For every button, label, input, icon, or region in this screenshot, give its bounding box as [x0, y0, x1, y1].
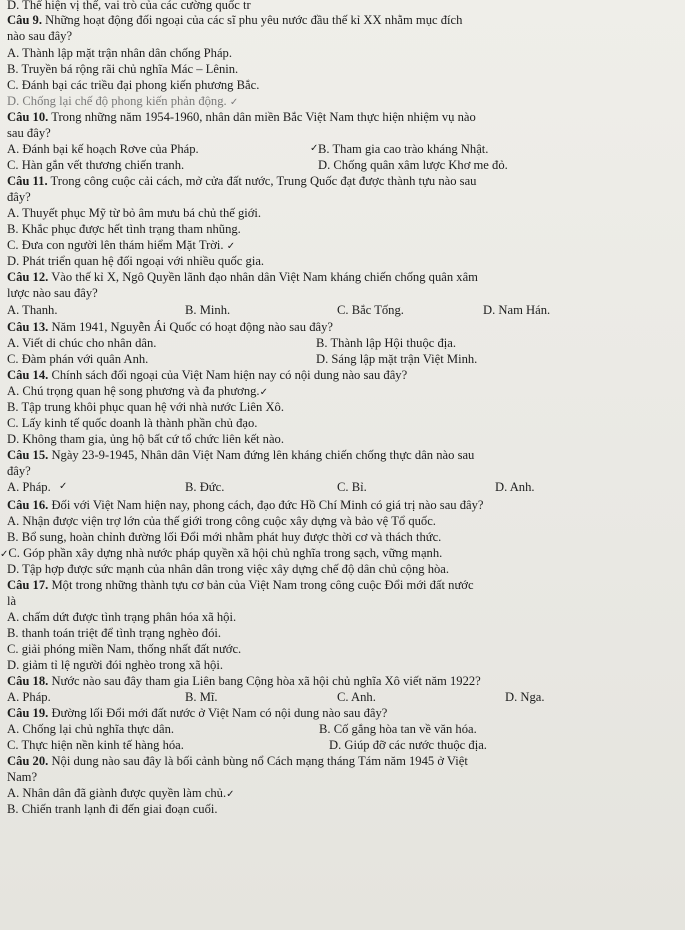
handwritten-mark-icon: ✓	[59, 481, 68, 492]
question-12-stem: Câu 12. Vào thế kỉ X, Ngô Quyền lãnh đạo nhân dân Việt Nam kháng chiến chống quân xâm	[7, 270, 478, 284]
question-10-option-d: D. Chống quân xâm lược Khơ me đỏ.	[318, 158, 508, 172]
question-14-option-a: A. Chú trọng quan hệ song phương và đa phương.✓	[7, 384, 268, 398]
question-13-option-a: A. Viết di chúc cho nhân dân.	[7, 336, 157, 350]
handwritten-mark-icon: ✓	[226, 241, 236, 252]
question-19-stem: Câu 19. Đường lối Đổi mới đất nước ở Việt Nam có nội dung nào sau đây?	[7, 706, 388, 720]
question-12-stem-cont: lược nào sau đây?	[7, 286, 98, 300]
question-11-option-d: D. Phát triển quan hệ đối ngoại với nhiều quốc gia.	[7, 254, 265, 268]
question-18-option-c: C. Anh.	[337, 690, 376, 704]
question-19-option-a: A. Chống lại chủ nghĩa thực dân.	[7, 722, 175, 736]
question-13-option-d: D. Sáng lập mặt trận Việt Minh.	[316, 352, 478, 366]
question-11-option-b: B. Khắc phục được hết tình trạng tham nhũng.	[7, 222, 241, 236]
question-15-stem-cont: đây?	[7, 464, 31, 478]
question-12-option-d: D. Nam Hán.	[483, 303, 551, 317]
question-16-option-b: B. Bổ sung, hoàn chỉnh đường lối Đổi mới nhằm phát huy được thời cơ và thách thức.	[7, 530, 442, 544]
question-10-option-a: A. Đánh bại kế hoạch Rơve của Pháp.	[7, 142, 199, 156]
question-15-option-b: B. Đức.	[185, 480, 225, 494]
question-13-option-b: B. Thành lập Hội thuộc địa.	[316, 336, 457, 350]
question-18-option-d: D. Nga.	[505, 690, 545, 704]
question-9-option-b: B. Truyền bá rộng rãi chủ nghĩa Mác – Lênin.	[7, 62, 239, 76]
handwritten-mark-icon: ✓	[229, 97, 239, 108]
question-17-stem-cont: là	[7, 594, 17, 608]
question-19-option-b: B. Cố gắng hòa tan về văn hóa.	[319, 722, 477, 736]
question-20-stem-cont: Nam?	[7, 770, 38, 784]
question-10-stem: Câu 10. Trong những năm 1954-1960, nhân dân miền Bắc Việt Nam thực hiện nhiệm vụ nào	[7, 110, 476, 124]
question-17-stem: Câu 17. Một trong những thành tựu cơ bản của Việt Nam trong công cuộc Đổi mới đất nước	[7, 578, 474, 592]
question-15-option-d: D. Anh.	[495, 480, 535, 494]
question-13-option-c: C. Đàm phán với quân Anh.	[7, 352, 149, 366]
question-15-option-a: A. Pháp.	[7, 480, 51, 494]
question-12-option-b: B. Minh.	[185, 303, 231, 317]
question-9-option-a: A. Thành lập mặt trận nhân dân chống Pháp.	[7, 46, 233, 60]
question-9-option-d: D. Chống lại chế độ phong kiến phản động. ✓	[7, 94, 239, 108]
question-9-stem: Câu 9. Những hoạt động đối ngoại của các sĩ phu yêu nước đầu thế kỉ XX nhằm mục đích	[7, 13, 463, 27]
question-14-stem: Câu 14. Chính sách đối ngoại của Việt Nam hiện nay có nội dung nào sau đây?	[7, 368, 408, 382]
question-16-option-a: A. Nhận được viện trợ lớn của thế giới trong công cuộc xây dựng và bảo vệ Tổ quốc.	[7, 514, 436, 528]
question-15-stem: Câu 15. Ngày 23-9-1945, Nhân dân Việt Nam đứng lên kháng chiến chống thực dân nào sau	[7, 448, 475, 462]
handwritten-mark-icon: ✓	[226, 789, 235, 800]
question-9-option-c: C. Đánh bại các triều đại phong kiến phương Bắc.	[7, 78, 260, 92]
question-20-option-a: A. Nhân dân đã giành được quyền làm chủ.✓	[7, 786, 235, 800]
question-10-option-b: B. Tham gia cao trào kháng Nhật.	[318, 142, 489, 156]
question-17-option-c: C. giải phóng miền Nam, thống nhất đất nước.	[7, 642, 242, 656]
question-19-option-c: C. Thực hiện nền kinh tế hàng hóa.	[7, 738, 184, 752]
question-12-option-c: C. Bắc Tống.	[337, 303, 404, 317]
question-14-option-c: C. Lấy kinh tế quốc doanh là thành phần chủ đạo.	[7, 416, 258, 430]
question-19-option-d: D. Giúp đỡ các nước thuộc địa.	[329, 738, 487, 752]
question-8-option-d: D. Thể hiện vị thế, vai trò của các cường quốc tr	[7, 0, 251, 12]
question-17-option-a: A. chấm dứt được tình trạng phân hóa xã hội.	[7, 610, 237, 624]
question-15-option-c: C. Bỉ.	[337, 480, 367, 494]
handwritten-mark-icon: ✓	[259, 387, 268, 398]
question-18-option-a: A. Pháp.	[7, 690, 51, 704]
question-18-stem: Câu 18. Nước nào sau đây tham gia Liên bang Cộng hòa xã hội chủ nghĩa Xô viết năm 1922?	[7, 674, 481, 688]
question-16-option-d: D. Tập hợp được sức mạnh của nhân dân trong việc xây dựng chế độ dân chủ cộng hòa.	[7, 562, 450, 576]
question-20-stem: Câu 20. Nội dung nào sau đây là bối cảnh bùng nổ Cách mạng tháng Tám năm 1945 ở Việt	[7, 754, 468, 768]
question-16-option-c: ✓C. Góp phần xây dựng nhà nước pháp quyền xã hội chủ nghĩa trong sạch, vững mạnh.	[0, 546, 443, 560]
question-11-option-c: C. Đưa con người lên thám hiểm Mặt Trời. ✓	[7, 238, 236, 252]
question-17-option-b: B. thanh toán triệt để tình trạng nghèo đói.	[7, 626, 222, 640]
question-9-stem-cont: nào sau đây?	[7, 29, 73, 43]
question-10-option-c: C. Hàn gắn vết thương chiến tranh.	[7, 158, 185, 172]
question-13-stem: Câu 13. Năm 1941, Nguyễn Ái Quốc có hoạt động nào sau đây?	[7, 320, 333, 334]
question-11-stem-cont: đây?	[7, 190, 31, 204]
question-14-option-b: B. Tập trung khôi phục quan hệ với nhà nước Liên Xô.	[7, 400, 284, 414]
handwritten-mark-icon: ✓	[0, 549, 9, 560]
question-12-option-a: A. Thanh.	[7, 303, 58, 317]
question-16-stem: Câu 16. Đối với Việt Nam hiện nay, phong cách, đạo đức Hồ Chí Minh có giá trị nào sau đây?	[7, 498, 484, 512]
question-14-option-d: D. Không tham gia, ủng hộ bất cứ tổ chức liên kết nào.	[7, 432, 285, 446]
question-11-stem: Câu 11. Trong công cuộc cải cách, mở cửa đất nước, Trung Quốc đạt được thành tựu nào sau	[7, 174, 477, 188]
question-10-stem-cont: sau đây?	[7, 126, 51, 140]
handwritten-mark-icon: ✓	[310, 143, 319, 154]
question-11-option-a: A. Thuyết phục Mỹ từ bỏ âm mưu bá chủ thế giới.	[7, 206, 262, 220]
question-20-option-b: B. Chiến tranh lạnh đi đến giai đoạn cuối.	[7, 802, 218, 816]
question-18-option-b: B. Mĩ.	[185, 690, 218, 704]
question-17-option-d: D. giảm tỉ lệ người đói nghèo trong xã hội.	[7, 658, 224, 672]
